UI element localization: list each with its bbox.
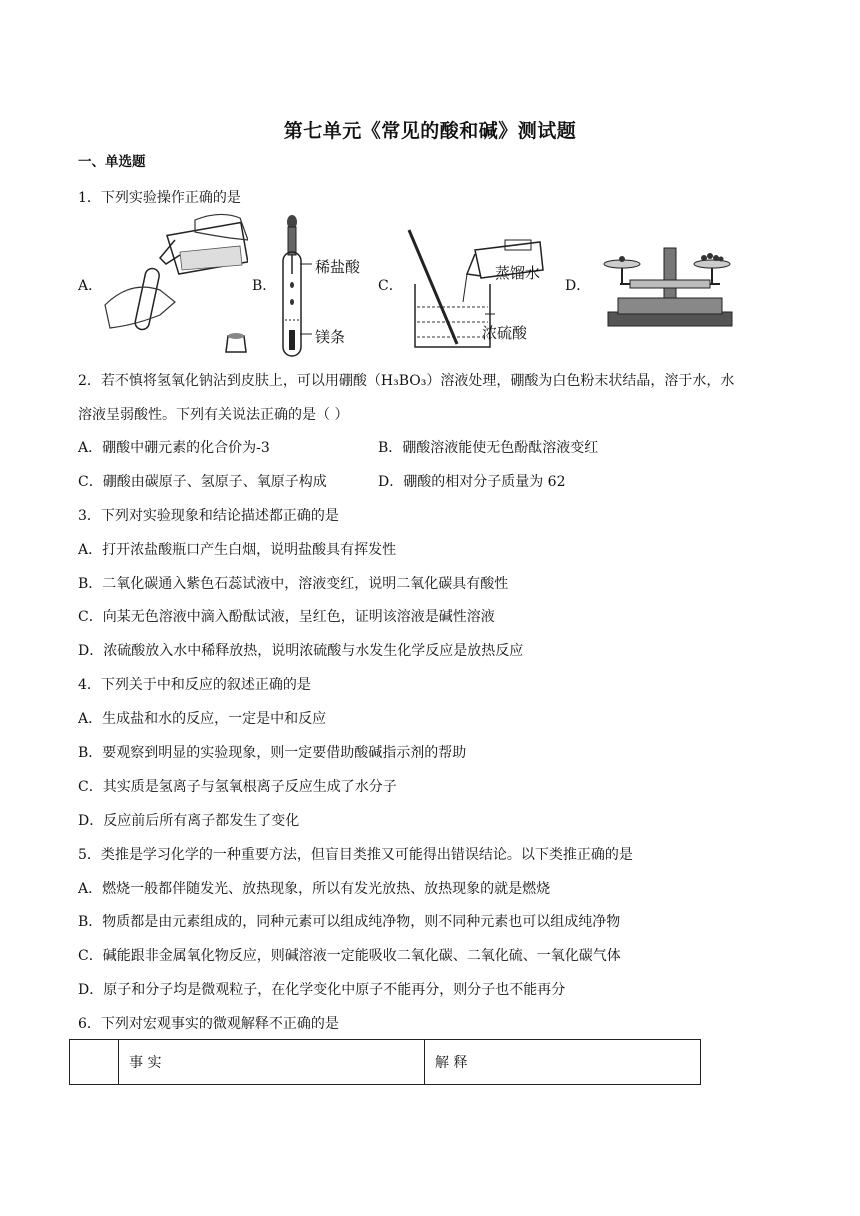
q5-option-a: A．燃烧一般都伴随发光、放热现象，所以有发光放热、放热现象的就是燃烧 — [78, 881, 551, 897]
q1-figure-b-top-label: 稀盐酸 — [315, 258, 361, 276]
q6-stem: 6．下列对宏观事实的微观解释不正确的是 — [78, 1016, 339, 1032]
q1-figure-c-top-label: 蒸馏水 — [495, 264, 541, 282]
table-row — [70, 1040, 701, 1085]
q4-option-c: C．其实质是氢离子与氢氧根离子反应生成了水分子 — [78, 779, 397, 795]
q1-stem: 1．下列实验操作正确的是 — [78, 190, 241, 206]
q1-figure-b-bottom-label: 镁条 — [315, 328, 346, 346]
q4-option-d: D．反应前后所有离子都发生了变化 — [78, 813, 300, 829]
q4-stem: 4．下列关于中和反应的叙述正确的是 — [78, 677, 311, 693]
q6-table — [69, 1039, 701, 1085]
q4-option-b: B．要观察到明显的实验现象，则一定要借助酸碱指示剂的帮助 — [78, 745, 467, 761]
table-header-fact: 事 实 — [119, 1040, 425, 1085]
q2-stem-line2: 溶液呈弱酸性。下列有关说法正确的是（ ） — [78, 407, 349, 423]
q4-option-a: A．生成盐和水的反应，一定是中和反应 — [78, 711, 327, 727]
q3-option-b: B．二氧化碳通入紫色石蕊试液中，溶液变红，说明二氧化碳具有酸性 — [78, 576, 509, 592]
q1-figure-d-balance — [600, 238, 740, 330]
q1-option-b-label: B． — [252, 278, 277, 294]
q2-option-d: D．硼酸的相对分子质量为 62 — [378, 474, 566, 490]
q1-option-a-label: A． — [78, 278, 103, 294]
section-heading: 一、单选题 — [78, 154, 146, 170]
table-cell-index — [70, 1040, 119, 1085]
q1-figure-a-pouring — [100, 210, 248, 360]
q2-option-c: C．硼酸由碳原子、氢原子、氧原子构成 — [78, 474, 327, 490]
q2-option-a: A．硼酸中硼元素的化合价为-3 — [78, 440, 270, 456]
q1-option-d-label: D． — [565, 278, 591, 294]
q3-option-a: A．打开浓盐酸瓶口产生白烟，说明盐酸具有挥发性 — [78, 542, 397, 558]
table-header-explanation: 解 释 — [425, 1040, 701, 1085]
q5-option-b: B．物质都是由元素组成的，同种元素可以组成纯净物，则不同种元素也可以组成纯净物 — [78, 914, 621, 930]
q3-option-c: C．向某无色溶液中滴入酚酞试液，呈红色，证明该溶液是碱性溶液 — [78, 609, 495, 625]
q5-option-c: C．碱能跟非金属氧化物反应，则碱溶液一定能吸收二氧化碳、二氧化硫、一氧化碳气体 — [78, 948, 621, 964]
q2-stem-line1: 2．若不慎将氢氧化钠沾到皮肤上，可以用硼酸（H₃BO₃）溶液处理，硼酸为白色粉末状结晶，溶于水，水 — [78, 373, 735, 389]
q5-option-d: D．原子和分子均是微观粒子，在化学变化中原子不能再分，则分子也不能再分 — [78, 982, 566, 998]
q5-stem: 5．类推是学习化学的一种重要方法，但盲目类推又可能得出错误结论。以下类推正确的是 — [78, 847, 633, 863]
q1-figure-c-bottom-label: 浓硫酸 — [482, 324, 528, 342]
q1-option-c-label: C． — [378, 278, 403, 294]
q3-option-d: D．浓硫酸放入水中稀释放热，说明浓硫酸与水发生化学反应是放热反应 — [78, 643, 524, 659]
q3-stem: 3．下列对实验现象和结论描述都正确的是 — [78, 508, 339, 524]
q2-option-b: B．硼酸溶液能使无色酚酞溶液变红 — [378, 440, 599, 456]
page-title: 第七单元《常见的酸和碱》测试题 — [283, 120, 577, 142]
